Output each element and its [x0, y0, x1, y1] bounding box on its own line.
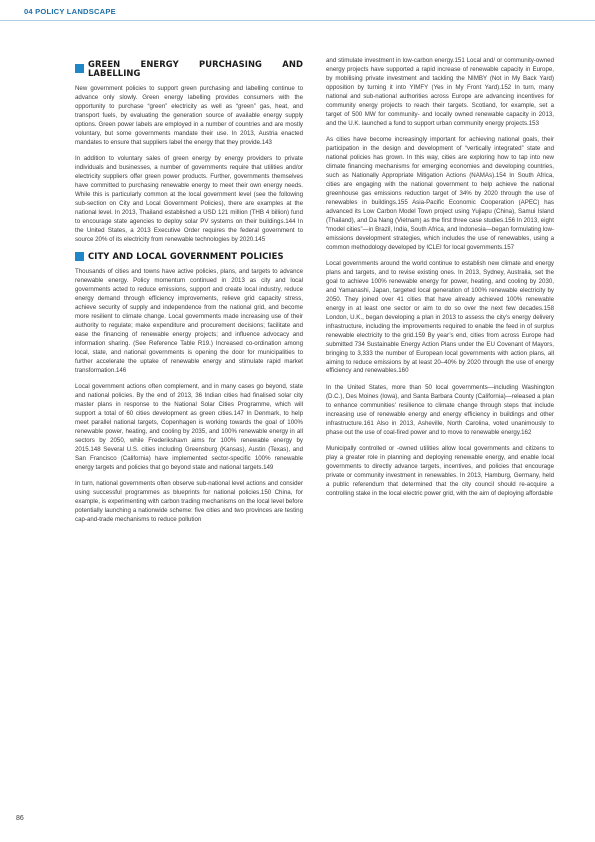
paragraph: As cities have become increasingly important for achieving national goals, their participation in the design and development of “vertically integrated” state and national policies has grown. In this way, cities are exploring how to tap into new climate financing mechanisms for emerging economies and developing countries, such as Nationally Appropriate Mitigation Actions (NAMAs).154 In South Africa, cities are engaging with the national government to help achieve the national greenhouse gas emissions reduction target of 34% by 2020 through the use of renewables in buildings.155 Asia-Pacific Economic Cooperation (APEC) has advanced its Low Carbon Model Town project using Yujiapu (China), Samui Island (Thailand), and Da Nang (Vietnam) as the first three case studies.156 In 2013, eight “model cities”—in Brazil, India, South Africa, and Indonesia—began formulating low-emissions development strategies, which includes the use of renewables, using a common methodology developed by ICLEI for local governments.157 [326, 136, 555, 251]
paragraph: In addition to voluntary sales of green energy by energy providers to private individuals and businesses, a number of governments require that utilities and/or electricity suppliers offer green power products. Further, governments themselves have committed to purchasing renewable energy to meet their own energy needs. While this is particularly common at the local government level (see the following sub-section on City and Local Government Policies), there are examples at the national level. In 2013, Thailand established a USD 121 million (THB 4 billion) fund to encourage state agencies to deploy solar PV systems on their buildings.144 In the United States, a 2013 Executive Order requires the federal government to source 20% of its electricity from renewable technologies by 2020.145 [75, 155, 303, 243]
paragraph: Municipally controlled or -owned utilities allow local governments and citizens to play a greater role in planning and deploying renewable energy, and enable local governments to directly advance targets, incentives, and policies that encourage private or community investment in renewables. In 2013, Hamburg, Germany, held a public referendum that determined that the city council should re-acquire a controlling stake in the local electric power grid, with the aim of deploying affordable [326, 445, 554, 497]
square-bullet-icon [75, 64, 84, 73]
section-heading-green-energy [75, 60, 303, 78]
right-column [326, 57, 554, 506]
chapter-title: 04 POLICY LANDSCAPE [24, 7, 116, 16]
section-heading-text: GREEN ENERGY PURCHASING AND LABELLING [88, 59, 303, 78]
header-rule [0, 20, 595, 21]
page-header [0, 0, 595, 24]
paragraph: In the United States, more than 50 local governments—including Washington (D.C.), Des Moines (Iowa), and Santa Barbara County (California)—released a plan to enhance communities’ resilience to climate change through steps that include increasing use of renewable energy and energy efficiency in buildings and other infrastructure.161 Also in 2013, Asheville, North Carolina, voted unanimously to phase out the use of coal-fired power and to move to renewable energy.162 [326, 383, 554, 436]
paragraph: Thousands of cities and towns have active policies, plans, and targets to advance renewable energy. Policy momentum continued in 2013 as city and local governments acted to reduce emissions, support and create local industry, reduce energy demand through efficiency improvements, relieve grid capacity stress, achieve security of supply and independence from the national grid, and become more resilient to climate change. Local governments made increasing use of their authority to regulate; make expenditure and procurement decisions; facilitate and ease the financing of renewable energy projects; and influence advocacy and information sharing. (See Reference Table R19.) Increased co-ordination among local, state, and national governments is opening the door for municipalities to further accelerate the uptake of renewable energy and stimulate rapid market transformation.146 [75, 268, 303, 374]
paragraph: Local government actions often complement, and in many cases go beyond, state and national policies. By the end of 2013, 36 Indian cities had finalised solar city master plans in response to the National Solar Cities Programme, which will support a total of 60 cities development as green cities.147 In Denmark, to help meet parallel national targets, Copenhagen is working towards the goal of 100% renewable power, heating, and cooling by 2035, and 100% renewable energy in all sectors by 2050, while Frederikshavn aims for 100% renewable energy by 2015.148 Several U.S. cities including Greensburg (Kansas), Austin (Texas), and San Francisco (California) have implemented sector-specific 100% renewable energy targets and policies that go beyond state and national targets.149 [75, 383, 303, 471]
paragraph: In turn, national governments often observe sub-national level actions and consider using successful programmes as blueprints for national policies.150 China, for example, is experimenting with carbon trading mechanisms on the local level before potentially launching a nationwide scheme: five cities and two provinces are testing cap-and-trade mechanisms to reduce pollution [75, 480, 303, 523]
paragraph: Local governments around the world continue to establish new climate and energy plans and targets, and to revise existing ones. In 2013, Sydney, Australia, set the goal to achieve 100% renewable energy for power, heating, and cooling by 2030, and Yamanashi, Japan, targeted local generation of 100% renewable electricity by 2050. They joined over 41 cities that have already achieved 100% renewable energy in at least one sector or aim to do so over the next few decades.158 London, U.K., began developing a plan in 2013 to assess the city’s energy delivery infrastructure, including the improvements required to enable the feed in of surplus renewable electricity to the grid.159 By year’s end, cities from across Europe had submitted 734 Sustainable Energy Action Plans under the EU Covenant of Mayors, bringing to 3,333 the number of European local governments with action plans, all aiming to reduce emissions by at least 20–40% by 2020 through the use of energy efficiency and renewables.160 [326, 260, 554, 375]
section-heading-city-local [75, 252, 303, 261]
page-number: 86 [16, 815, 24, 822]
paragraph: New government policies to support green purchasing and labelling continue to advance only slowly. Green energy labelling provides consumers with the opportunity to purchase “green” electricity as well as “green” gas, heat, and transport fuels, by evaluating the generation source of available energy supply options. Green power labels are employed in a number of countries and are mostly voluntary, but some governments mandate their use. In 2013, Austria enacted mandates to ensure that suppliers label the energy that they provide.143 [75, 84, 303, 146]
left-column [75, 58, 303, 532]
square-bullet-icon [75, 252, 84, 261]
paragraph: and stimulate investment in low-carbon energy.151 Local and/ or community-owned energy projects have supported a rapid increase of renewable capacity in Europe, by mobilising private investment and tackling the NIMBY (Not in My Back Yard) opposition by turning it into YIMFY (Yes in My Front Yard).152 In turn, many national and sub-national authorities across Europe are advancing incentives for community energy projects to reach their targets. Scotland, for example, set a target of 500 MW for community- and locally owned renewable capacity in 2013, and the U.K. launched a fund to support urban community energy projects.153 [326, 57, 554, 127]
section-heading-text: CITY AND LOCAL GOVERNMENT POLICIES [88, 251, 284, 262]
